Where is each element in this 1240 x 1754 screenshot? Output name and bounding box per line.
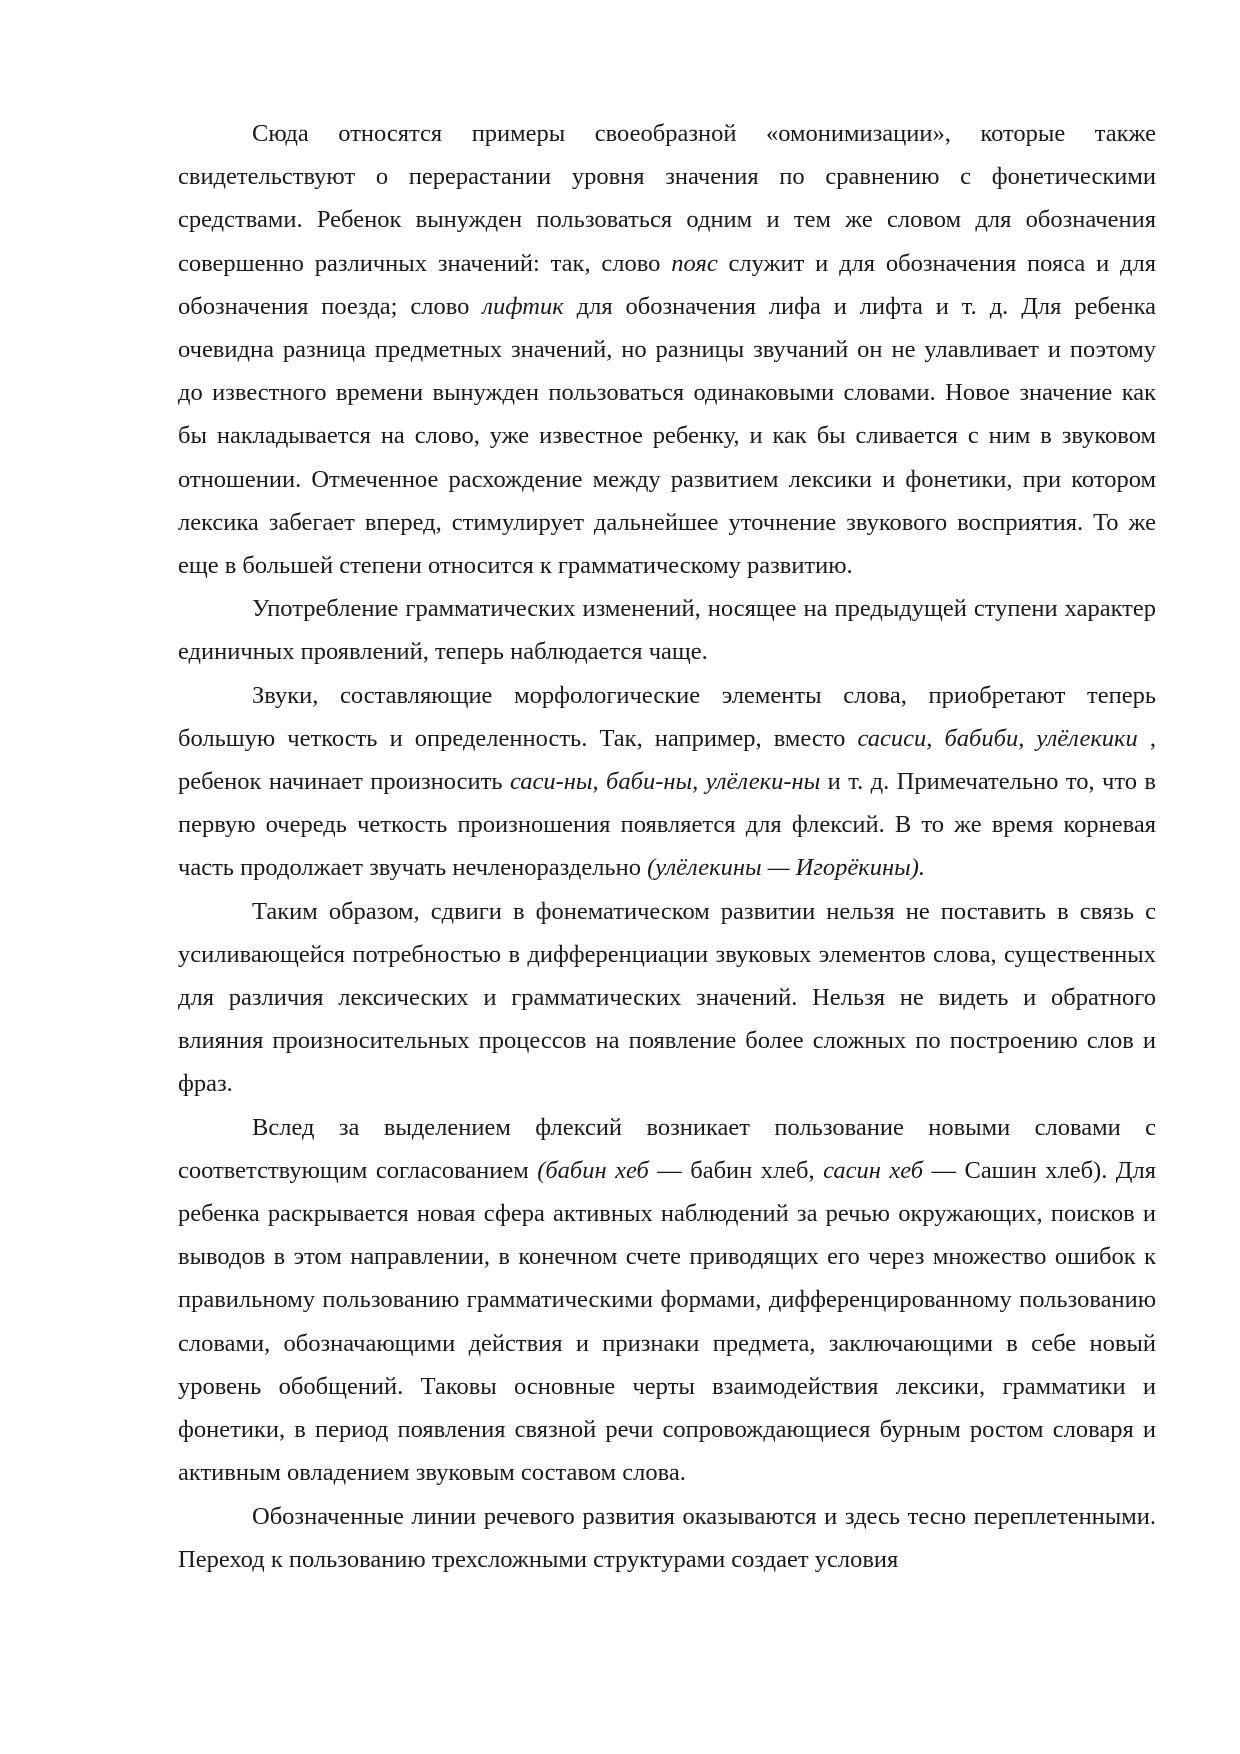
example-root-words: (улёлекины — Игорёкины).	[647, 854, 926, 882]
paragraph-text: Обозначенные линии речевого развития оказываются и здесь тесно переплетенными. Переход к пользованию трехсложными структурами создает условия	[178, 1502, 1156, 1573]
paragraph-text: Таким образом, сдвиги в фонематическом развитии нельзя не поставить в связь с усиливающейся потребностью в дифференциации звуковых элементов слова, существенных для различия лексических и грамматических значений. Нельзя не видеть и обратного влияния произносительных процессов на появление более сложных по построению слов и фраз.	[178, 897, 1156, 1098]
example-babin-heb: (бабин хеб	[537, 1156, 649, 1184]
paragraph-grammatical-changes	[178, 587, 1156, 673]
paragraph-flexions	[178, 1106, 1156, 1495]
paragraph-homonymization	[178, 112, 1156, 587]
paragraph-text: Звуки, составляющие морфологические элементы слова, приобретают теперь большую четкость и определенность. Так, например, вместо	[178, 681, 1156, 752]
paragraph-text: Вслед за выделением флексий возникает пользование новыми словами с соответствующим согласованием	[178, 1113, 1156, 1184]
paragraph-phonematic-shifts	[178, 890, 1156, 1106]
paragraph-text: Сюда относятся примеры своеобразной «омонимизации», которые также свидетельствуют о перерастании уровня значения по сравнению с фонетическими средствами. Ребенок вынужден пользоваться одним и тем же словом для обозначения совершенно различных значений: так, слово	[178, 120, 1156, 277]
example-word-liftik: лифтик	[482, 292, 564, 320]
paragraph-text: — бабин хлеб,	[648, 1156, 824, 1184]
example-word-poyas: пояс	[671, 249, 718, 277]
paragraph-text: , ребенок начинает произносить	[178, 724, 1156, 796]
paragraph-text: — Сашин хлеб). Для ребенка раскрывается новая сфера активных наблюдений за речью окружающих, поисков и выводов в этом направлении, в конечном счете приводящих его через множество ошибок к правильному пользованию грамматическими формами, дифференцированному пользованию словами, обозначающими действия и признаки предмета, заключающими в себе новый уровень обобщений. Таковы основные черты взаимодействия лексики, грамматики и фонетики, в период появления связной речи сопровождающиеся бурным ростом словаря и активным овладением звуковым составом слова.	[178, 1156, 1156, 1487]
body-text	[178, 112, 1156, 1581]
paragraph-text: Употребление грамматических изменений, носящее на предыдущей ступени характер единичных проявлений, теперь наблюдается чаще.	[178, 595, 1156, 666]
paragraph-text: служит и для обозначения пояса и для обозначения поезда; слово	[178, 249, 1156, 320]
paragraph-morphological-sounds	[178, 674, 1156, 890]
paragraph-speech-lines	[178, 1495, 1156, 1581]
paragraph-text: и т. д. Примечательно то, что в первую очередь четкость произношения появляется для флексий. В то же время корневая часть продолжает звучать нечленораздельно	[178, 768, 1156, 882]
example-words-after: саси-ны, баби-ны, улёлеки-ны	[509, 768, 821, 796]
example-words-before: сасиси, бабиби, улёлекики	[857, 724, 1138, 752]
example-sasin-heb: сасин хеб	[823, 1156, 924, 1184]
paragraph-text: для обозначения лифа и лифта и т. д. Для ребенка очевидна разница предметных значений, но разницы звучаний он не улавливает и поэтому до известного времени вынужден пользоваться одинаковыми словами. Новое значение как бы накладывается на слово, уже известное ребенку, и как бы сливается с ним в звуковом отношении. Отмеченное расхождение между развитием лексики и фонетики, при котором лексика забегает вперед, стимулирует дальнейшее уточнение звукового восприятия. То же еще в большей степени относится к грамматическому развитию.	[178, 292, 1156, 580]
